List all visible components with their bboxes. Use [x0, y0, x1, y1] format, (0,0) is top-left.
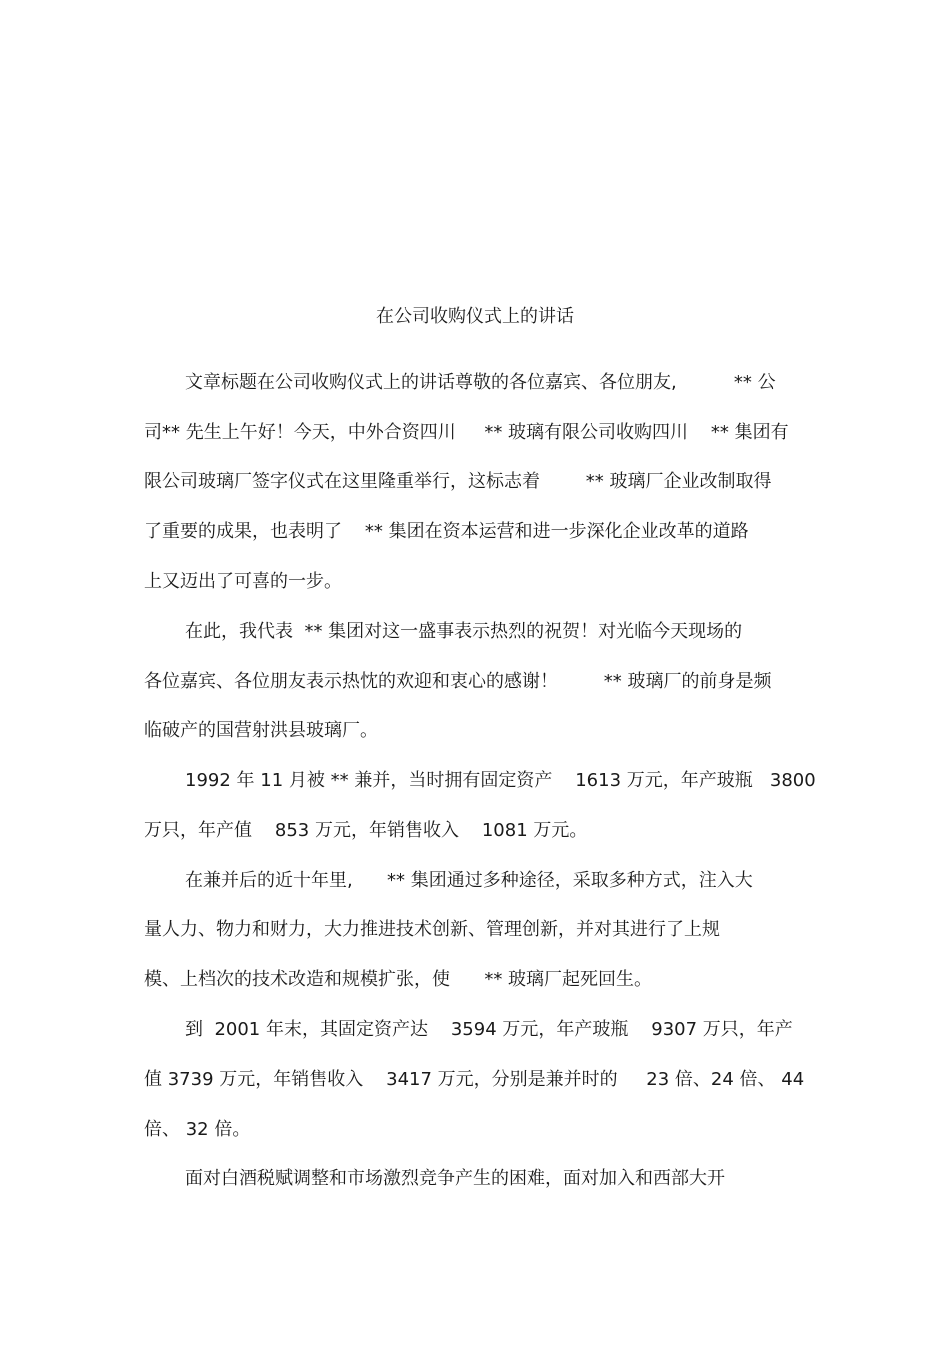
- text-line: 限公司玻璃厂签字仪式在这里隆重举行，这标志着 ** 玻璃厂企业改制取得: [144, 471, 772, 492]
- text-line: 临破产的国营射洪县玻璃厂。: [144, 720, 378, 741]
- text-line: 1992 年 11 月被 ** 兼并，当时拥有固定资产 1613 万元，年产玻瓶 3800: [185, 770, 816, 791]
- text-line: 倍、 32 倍。: [144, 1119, 251, 1140]
- text-line: 了重要的成果，也表明了 ** 集团在资本运营和进一步深化企业改革的道路: [144, 521, 749, 542]
- text-line: 量人力、物力和财力，大力推进技术创新、管理创新，并对其进行了上规: [144, 919, 720, 940]
- text-line: 各位嘉宾、各位朋友表示热忱的欢迎和衷心的感谢！ ** 玻璃厂的前身是频: [144, 671, 772, 692]
- text-line: 值 3739 万元，年销售收入 3417 万元，分别是兼并时的 23 倍、24 倍、 44: [144, 1069, 805, 1090]
- text-line: 司** 先生上午好！今天，中外合资四川 ** 玻璃有限公司收购四川 ** 集团有: [144, 422, 789, 443]
- text-line: 模、上档次的技术改造和规模扩张，使 ** 玻璃厂起死回生。: [144, 969, 653, 990]
- text-line: 文章标题在公司收购仪式上的讲话尊敬的各位嘉宾、各位朋友, ** 公: [185, 372, 776, 393]
- page-title: 在公司收购仪式上的讲话: [376, 306, 574, 327]
- text-line: 在此，我代表 ** 集团对这一盛事表示热烈的祝贺！对光临今天现场的: [185, 621, 743, 642]
- text-line: 上又迈出了可喜的一步。: [144, 571, 342, 592]
- text-line: 万只，年产值 853 万元，年销售收入 1081 万元。: [144, 820, 588, 841]
- text-line: 到 2001 年末，其固定资产达 3594 万元，年产玻瓶 9307 万只，年产: [185, 1019, 793, 1040]
- text-line: 面对白酒税赋调整和市场激烈竞争产生的困难，面对加入和西部大开: [185, 1168, 725, 1189]
- text-line: 在兼并后的近十年里, ** 集团通过多种途径，采取多种方式，注入大: [185, 870, 753, 891]
